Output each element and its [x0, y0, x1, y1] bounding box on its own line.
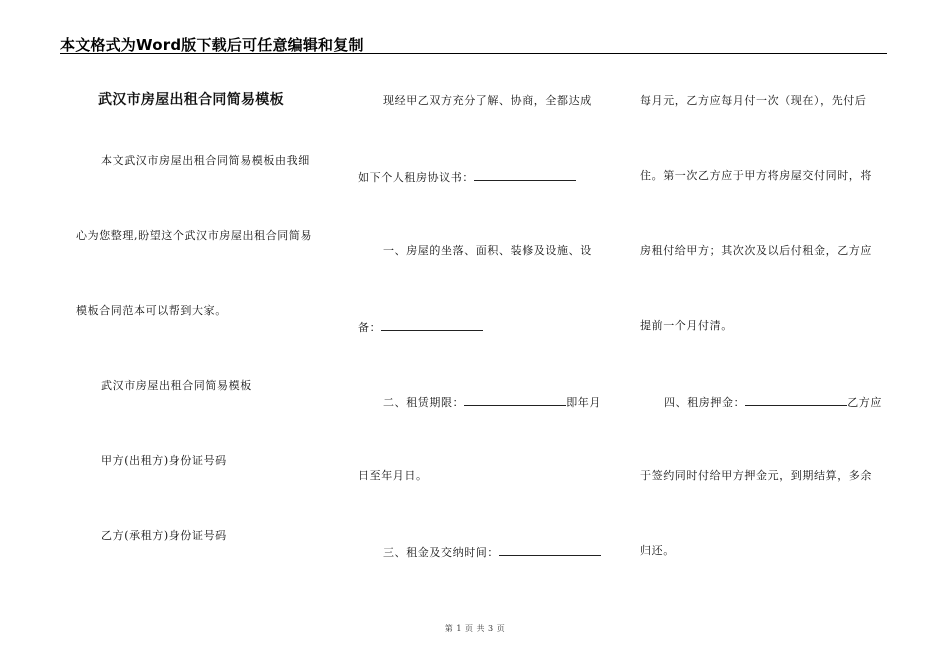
clause-1-text: 备： — [358, 321, 382, 334]
clause-1-line-1: 一、房屋的坐落、面积、装修及设施、设 — [383, 244, 592, 257]
intro-line-2: 心为您整理,盼望这个武汉市房屋出租合同简易 — [76, 229, 313, 242]
blank-field[interactable] — [381, 320, 483, 331]
clause-4-line-3: 归还。 — [640, 544, 675, 557]
rent-line-1: 每月元，乙方应每月付一次（现在），先付后 — [640, 94, 867, 107]
page-number: 第 1 页 共 3 页 — [444, 624, 506, 633]
clause-3-line-1 — [383, 545, 601, 558]
rent-line-2: 住。第一次乙方应于甲方将房屋交付同时，将 — [640, 169, 872, 182]
clause-3-prefix: 三、租金及交纳时间： — [383, 546, 499, 559]
blank-field[interactable] — [474, 170, 576, 181]
clause-4-line-1 — [664, 395, 882, 408]
contract-subtitle: 武汉市房屋出租合同简易模板 — [101, 379, 252, 392]
party-b-line: 乙方(承租方)身份证号码 — [101, 529, 227, 542]
intro-line-1: 本文武汉市房屋出租合同简易模板由我细 — [101, 154, 310, 167]
clause-2-prefix: 二、租赁期限： — [383, 396, 465, 409]
intro-line-3: 模板合同范本可以帮到大家。 — [76, 304, 227, 317]
blank-field[interactable] — [499, 545, 601, 556]
clause-2-suffix: 即年月 — [566, 396, 602, 409]
clause-1-line-2 — [358, 320, 483, 333]
blank-field[interactable] — [464, 395, 566, 406]
header-divider — [60, 53, 887, 54]
clause-4-suffix: 乙方应 — [847, 396, 883, 409]
document-title: 武汉市房屋出租合同简易模板 — [98, 92, 284, 108]
blank-field[interactable] — [745, 395, 847, 406]
clause-intro-line-1: 现经甲乙双方充分了解、协商，全都达成 — [383, 94, 592, 107]
clause-2-line-2: 日至年月日。 — [358, 469, 428, 482]
clause-2-line-1 — [383, 395, 601, 408]
document-header: 本文格式为Word版下载后可任意编辑和复制 — [60, 36, 364, 54]
rent-line-3: 房租付给甲方；其次次及以后付租金，乙方应 — [640, 244, 872, 257]
clause-4-prefix: 四、租房押金： — [664, 396, 746, 409]
rent-line-4: 提前一个月付清。 — [640, 319, 733, 332]
clause-4-line-2: 于签约同时付给甲方押金元，到期结算，多余 — [640, 469, 872, 482]
clause-intro-text: 如下个人租房协议书： — [358, 171, 474, 184]
clause-intro-line-2 — [358, 170, 576, 183]
party-a-line: 甲方(出租方)身份证号码 — [101, 454, 227, 467]
